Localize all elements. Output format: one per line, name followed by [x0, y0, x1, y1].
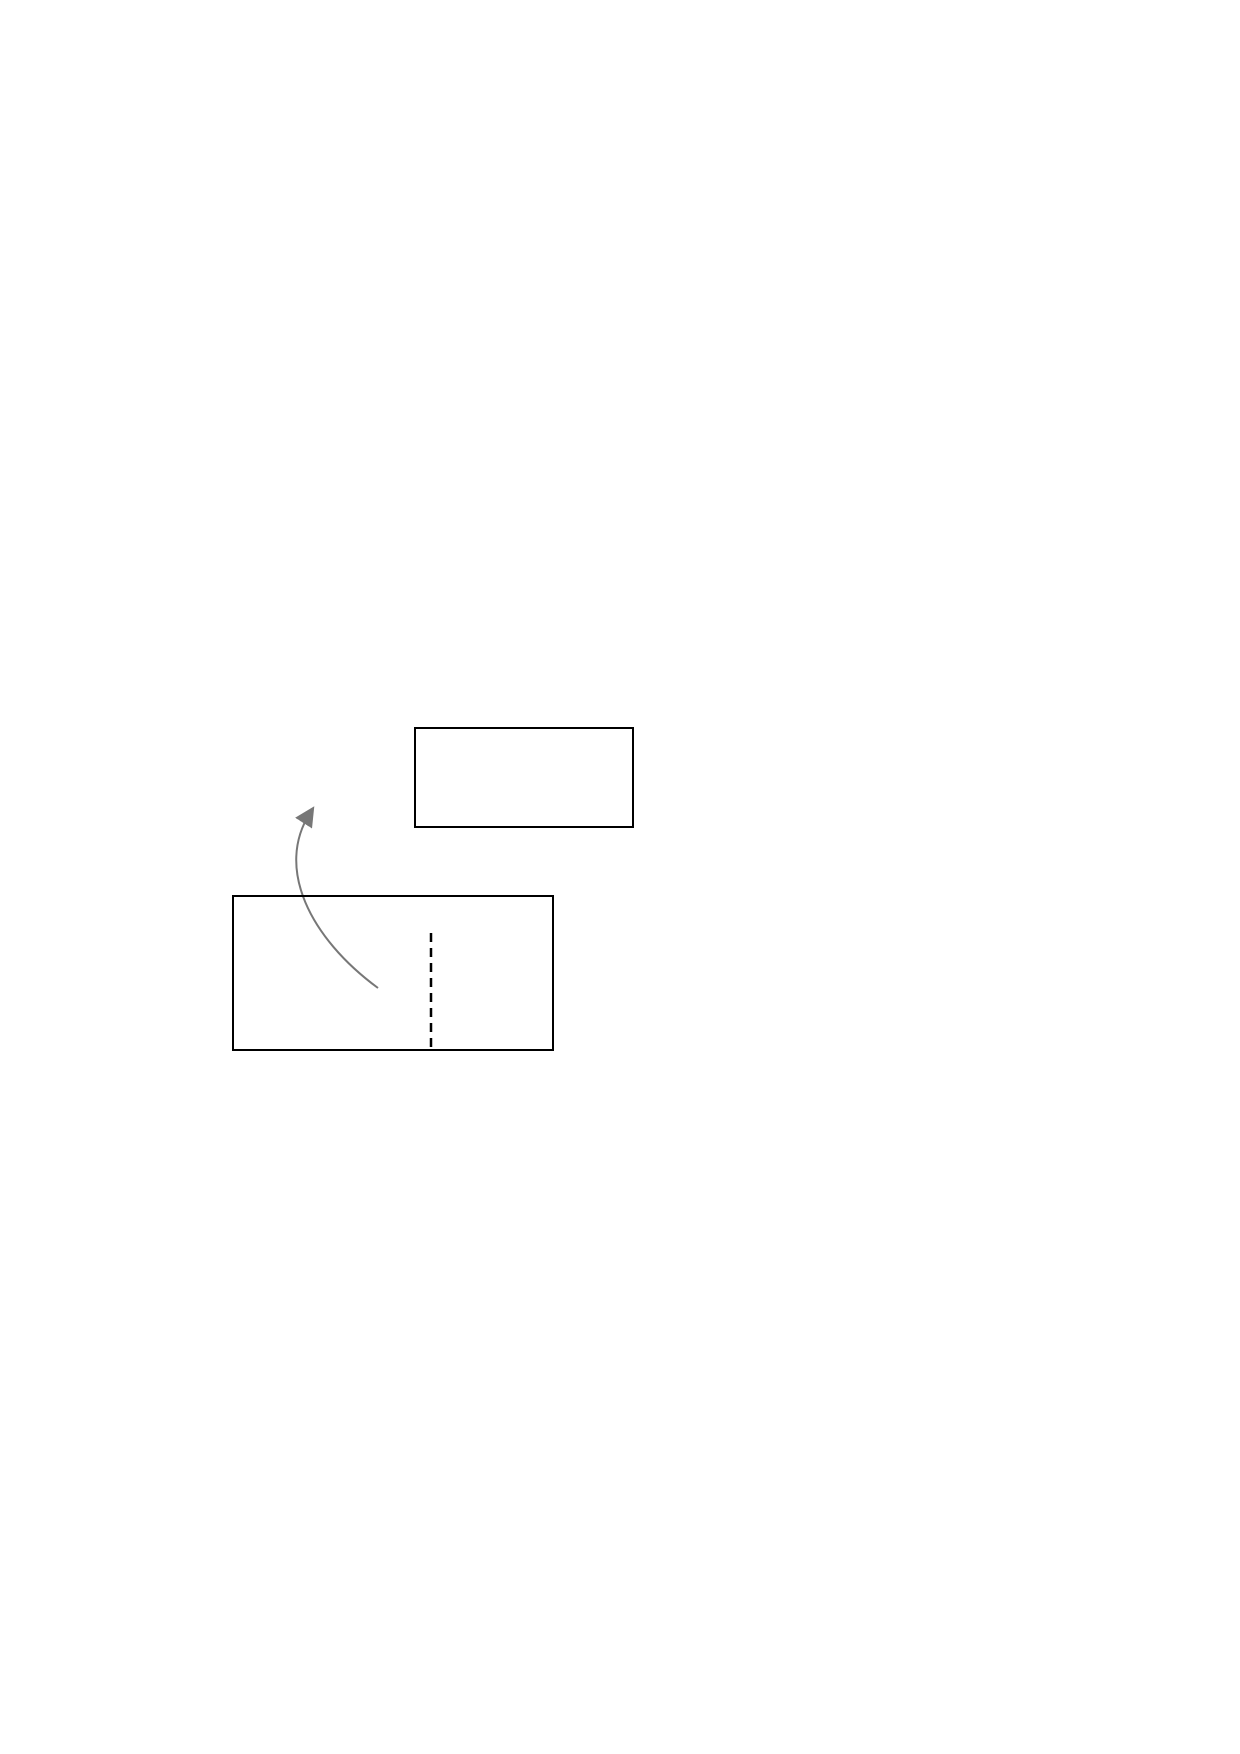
top-chart-frame [415, 728, 633, 827]
bottom-chart-frame [233, 896, 553, 1050]
temperature-figure [190, 718, 710, 1088]
transition-arrow [296, 813, 378, 988]
